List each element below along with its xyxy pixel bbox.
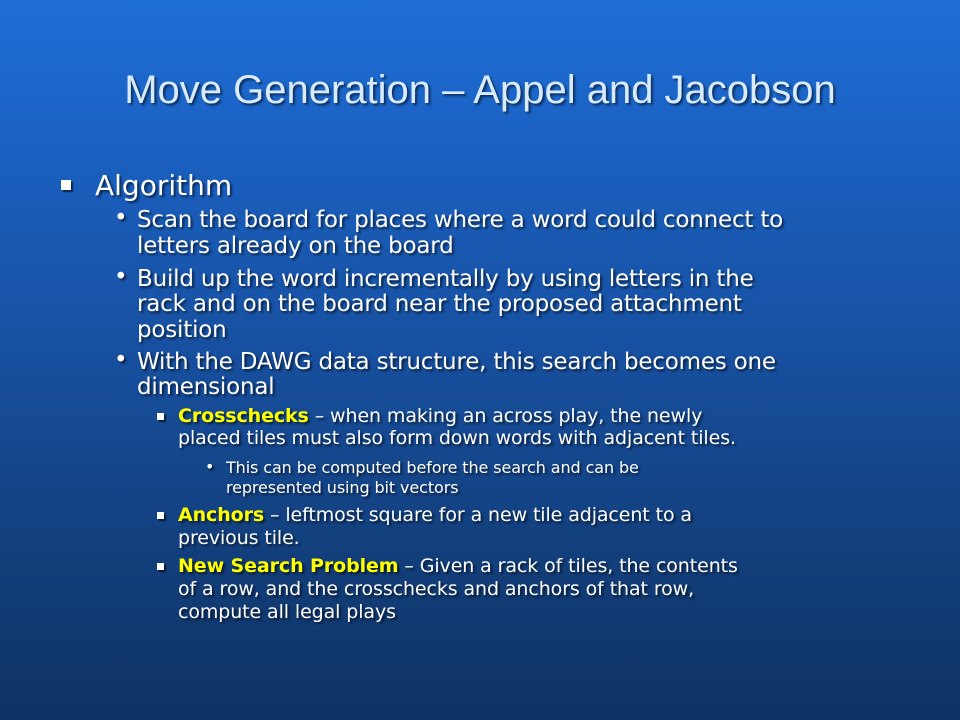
square-bullet-icon [61,180,71,190]
crosschecks-line-1 [178,406,702,427]
bullet-scan-line-1: Scan the board for places where a word could connect to [137,207,784,233]
dot-bullet-icon: • [205,457,215,476]
dot-bullet-icon: • [114,205,128,231]
slide-title: Move Generation – Appel and Jacobson [124,68,836,112]
anchors-desc: – leftmost square for a new tile adjacent to a [264,504,692,526]
anchors-line-2: previous tile. [178,527,300,549]
anchors-term: Anchors [178,504,265,526]
bit-vectors-line-2: represented using bit vectors [226,478,459,497]
dot-bullet-icon: • [114,347,128,373]
new-search-line-1 [178,556,738,577]
new-search-desc: – Given a rack of tiles, the contents [398,555,738,577]
anchors-line-1 [178,505,692,526]
bullet-build-line-2: rack and on the board near the proposed attachment [137,291,742,317]
new-search-term: New Search Problem [178,555,399,577]
dot-bullet-icon: • [114,264,128,290]
square-bullet-icon [157,413,164,420]
square-bullet-icon [157,563,164,570]
bullet-dawg-line-1: With the DAWG data structure, this search becomes one [137,349,776,375]
new-search-line-3: compute all legal plays [178,601,396,623]
bullet-dawg-line-2: dimensional [137,374,275,400]
bullet-scan-line-2: letters already on the board [137,233,454,259]
bit-vectors-line-1: This can be computed before the search and can be [226,458,639,477]
bullet-algorithm: Algorithm [95,169,233,202]
new-search-line-2: of a row, and the crosschecks and anchors of that row, [178,578,695,600]
bullet-build-line-1: Build up the word incrementally by using letters in the [137,266,754,292]
bullet-build-line-3: position [137,317,227,343]
square-bullet-icon [157,512,164,519]
crosschecks-term: Crosschecks [178,405,309,427]
crosschecks-desc: – when making an across play, the newly [308,405,703,427]
crosschecks-line-2: placed tiles must also form down words with adjacent tiles. [178,427,736,449]
